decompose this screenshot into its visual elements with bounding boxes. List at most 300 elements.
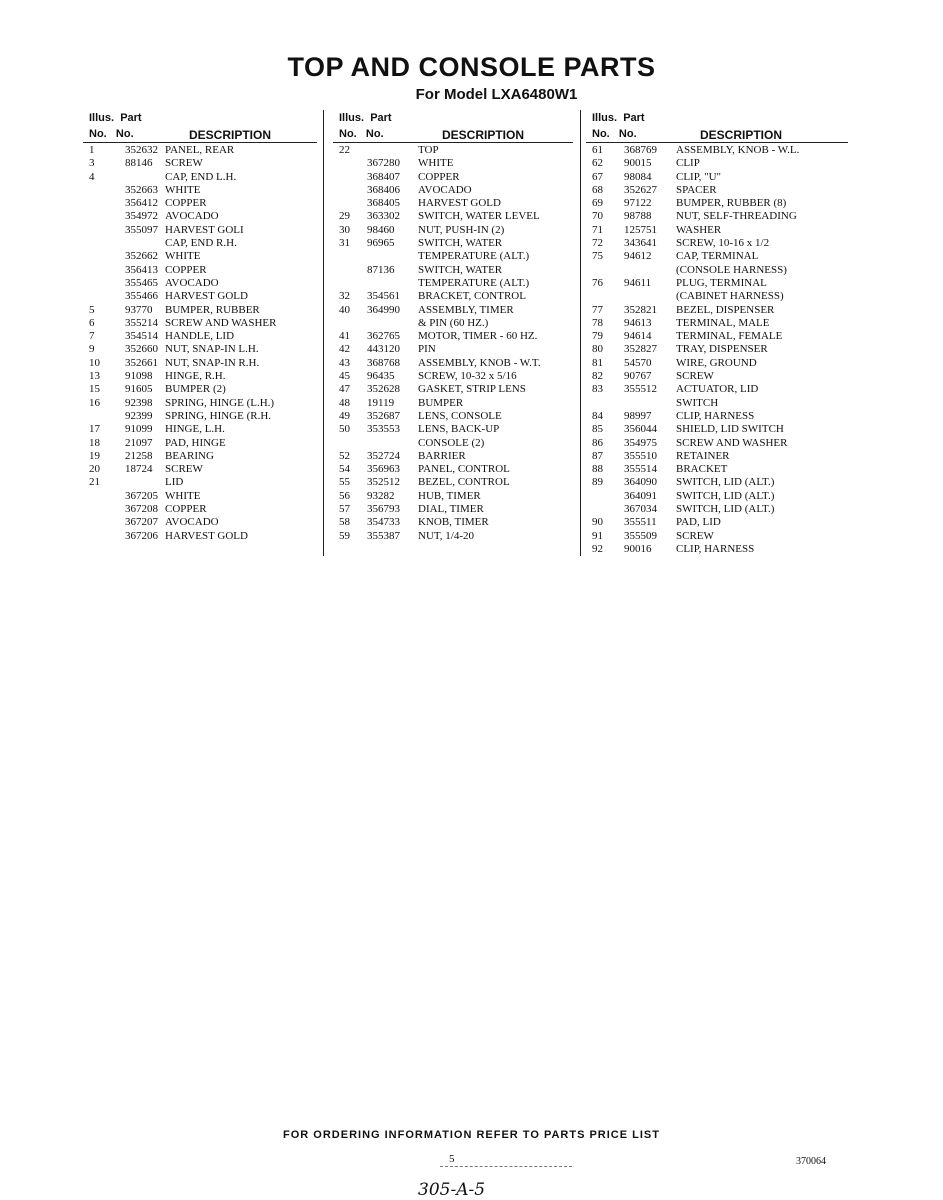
part-description: TERMINAL, MALE xyxy=(676,316,770,329)
column-divider xyxy=(323,110,324,556)
illus-label xyxy=(339,112,392,124)
part-description: BRACKET xyxy=(676,463,728,476)
parts-row xyxy=(333,197,573,210)
part-number: 352661 xyxy=(125,356,158,369)
parts-row xyxy=(586,317,848,330)
column-divider xyxy=(580,110,581,556)
parts-row xyxy=(83,330,317,343)
illus-number: 19 xyxy=(89,449,100,462)
part-description: SCREW, 10-16 x 1/2 xyxy=(676,237,770,250)
part-number: 54570 xyxy=(624,356,652,369)
illus-number: 49 xyxy=(339,409,350,422)
illus-number: 89 xyxy=(592,476,603,489)
part-number: 367280 xyxy=(367,157,400,170)
parts-row xyxy=(333,224,573,237)
part-description: SCREW xyxy=(676,529,714,542)
part-description: ASSEMBLY, KNOB - W.L. xyxy=(676,144,800,156)
part-number: 91605 xyxy=(125,383,153,396)
parts-row xyxy=(586,330,848,343)
illus-word: Illus. xyxy=(592,112,618,124)
part-number: 363302 xyxy=(367,210,400,223)
part-description: LID xyxy=(165,476,184,489)
part-description: BUMPER, RUBBER (8) xyxy=(676,197,787,210)
part-number: 367207 xyxy=(125,516,158,529)
parts-row xyxy=(333,503,573,516)
part-number: 362765 xyxy=(367,330,400,343)
illus-number: 91 xyxy=(592,529,603,542)
part-description: KNOB, TIMER xyxy=(418,516,489,529)
part-number: 90016 xyxy=(624,542,652,555)
illus-number: 59 xyxy=(339,529,350,542)
parts-row xyxy=(83,317,317,330)
parts-row xyxy=(83,397,317,410)
handwritten-note: 305-A-5 xyxy=(418,1180,486,1200)
part-description: ASSEMBLY, TIMER xyxy=(418,303,514,316)
illus-number: 40 xyxy=(339,303,350,316)
parts-row xyxy=(586,171,848,184)
illus-number: 29 xyxy=(339,210,350,223)
part-number: 96965 xyxy=(367,237,395,250)
part-description: NUT, PUSH-IN (2) xyxy=(418,223,505,236)
parts-row xyxy=(83,290,317,303)
parts-row xyxy=(586,304,848,317)
parts-row xyxy=(83,171,317,184)
parts-row xyxy=(83,410,317,423)
part-number: 367206 xyxy=(125,529,158,542)
parts-row xyxy=(333,264,573,277)
part-number: 443120 xyxy=(367,343,400,356)
part-description: HINGE, R.H. xyxy=(165,370,226,383)
part-description: MOTOR, TIMER - 60 HZ. xyxy=(418,330,538,343)
illus-number: 52 xyxy=(339,449,350,462)
parts-row xyxy=(333,516,573,529)
illus-number: 43 xyxy=(339,356,350,369)
parts-row xyxy=(83,423,317,436)
illus-label xyxy=(89,112,142,124)
parts-row xyxy=(586,370,848,383)
description-header: DESCRIPTION xyxy=(442,128,525,142)
part-number: 352663 xyxy=(125,183,158,196)
illus-number: 50 xyxy=(339,423,350,436)
part-number: 98788 xyxy=(624,210,652,223)
illus-number: 86 xyxy=(592,436,603,449)
part-description: HINGE, L.H. xyxy=(165,423,225,436)
part-number: 352827 xyxy=(624,343,657,356)
part-number: 354972 xyxy=(125,210,158,223)
part-description: HARVEST GOLI xyxy=(165,223,244,236)
no-label xyxy=(339,128,384,140)
part-number: 87136 xyxy=(367,263,395,276)
parts-row xyxy=(333,410,573,423)
parts-row xyxy=(586,490,848,503)
part-description: SWITCH, WATER xyxy=(418,237,503,250)
illus-number: 48 xyxy=(339,396,350,409)
part-description: WASHER xyxy=(676,223,722,236)
parts-row xyxy=(333,277,573,290)
part-number: 91099 xyxy=(125,423,153,436)
part-description: AVOCADO xyxy=(418,183,472,196)
illus-no-word: No. xyxy=(339,128,357,140)
part-description: SWITCH xyxy=(676,396,719,409)
part-description: CAP, END R.H. xyxy=(165,237,237,250)
part-number: 354733 xyxy=(367,516,400,529)
part-description: BUMPER xyxy=(418,396,464,409)
part-number: 352628 xyxy=(367,383,400,396)
part-description: SCREW xyxy=(165,463,203,476)
parts-row xyxy=(83,370,317,383)
illus-label xyxy=(592,112,645,124)
part-number: 93282 xyxy=(367,489,395,502)
dashed-rule xyxy=(440,1166,572,1167)
part-description: LENS, BACK-UP xyxy=(418,423,500,436)
illus-number: 3 xyxy=(89,157,95,170)
part-number: 356412 xyxy=(125,197,158,210)
part-number: 92399 xyxy=(125,409,153,422)
parts-row xyxy=(83,516,317,529)
illus-number: 56 xyxy=(339,489,350,502)
illus-number: 45 xyxy=(339,370,350,383)
illus-number: 88 xyxy=(592,463,603,476)
part-number: 90767 xyxy=(624,370,652,383)
part-description: PANEL, CONTROL xyxy=(418,463,510,476)
parts-row xyxy=(586,397,848,410)
part-description: PANEL, REAR xyxy=(165,144,235,156)
part-description: ACTUATOR, LID xyxy=(676,383,759,396)
part-number: 98997 xyxy=(624,409,652,422)
ordering-note: FOR ORDERING INFORMATION REFER TO PARTS PRICE LIST xyxy=(283,1129,660,1141)
parts-row xyxy=(333,171,573,184)
parts-row xyxy=(333,383,573,396)
parts-row xyxy=(83,490,317,503)
illus-number: 78 xyxy=(592,316,603,329)
parts-row xyxy=(83,210,317,223)
part-description: BUMPER (2) xyxy=(165,383,226,396)
parts-row xyxy=(83,184,317,197)
part-description: HARVEST GOLD xyxy=(165,529,248,542)
part-description: COPPER xyxy=(165,503,207,516)
parts-row xyxy=(586,450,848,463)
part-description: NUT, SELF-THREADING xyxy=(676,210,797,223)
part-number: 18724 xyxy=(125,463,153,476)
part-number: 94613 xyxy=(624,316,652,329)
parts-row xyxy=(83,197,317,210)
part-number: 364091 xyxy=(624,489,657,502)
illus-number: 81 xyxy=(592,356,603,369)
part-description: & PIN (60 HZ.) xyxy=(418,316,489,329)
parts-row xyxy=(586,237,848,250)
parts-row xyxy=(333,237,573,250)
parts-row xyxy=(586,157,848,170)
part-description: CLIP, HARNESS xyxy=(676,409,755,422)
part-number: 368405 xyxy=(367,197,400,210)
illus-word: Illus. xyxy=(339,112,365,124)
part-description: SWITCH, LID (ALT.) xyxy=(676,489,775,502)
illus-number: 84 xyxy=(592,409,603,422)
illus-number: 18 xyxy=(89,436,100,449)
part-description: CLIP xyxy=(676,157,700,170)
part-number: 343641 xyxy=(624,237,657,250)
parts-row xyxy=(333,476,573,489)
parts-row xyxy=(333,250,573,263)
part-number: 368768 xyxy=(367,356,400,369)
part-number: 352724 xyxy=(367,449,400,462)
column-header xyxy=(586,110,848,144)
part-description: LENS, CONSOLE xyxy=(418,409,502,422)
parts-row xyxy=(333,304,573,317)
description-header: DESCRIPTION xyxy=(700,128,783,142)
illus-number: 5 xyxy=(89,303,95,316)
parts-row xyxy=(333,370,573,383)
illus-number: 47 xyxy=(339,383,350,396)
parts-row xyxy=(586,516,848,529)
part-number: 96435 xyxy=(367,370,395,383)
part-number: 98460 xyxy=(367,223,395,236)
parts-row xyxy=(83,383,317,396)
parts-row xyxy=(586,250,848,263)
part-description: PAD, HINGE xyxy=(165,436,226,449)
part-number: 355511 xyxy=(624,516,657,529)
part-number: 90015 xyxy=(624,157,652,170)
part-number: 355510 xyxy=(624,449,657,462)
part-description: CLIP, "U" xyxy=(676,170,722,183)
parts-row xyxy=(586,530,848,543)
illus-number: 20 xyxy=(89,463,100,476)
part-description: BRACKET, CONTROL xyxy=(418,290,526,303)
parts-row xyxy=(83,304,317,317)
part-number: 352512 xyxy=(367,476,400,489)
part-description: GASKET, STRIP LENS xyxy=(418,383,526,396)
part-number: 354975 xyxy=(624,436,657,449)
part-number: 367205 xyxy=(125,489,158,502)
header-rule xyxy=(83,142,317,143)
illus-number: 85 xyxy=(592,423,603,436)
parts-row xyxy=(83,503,317,516)
part-number: 354561 xyxy=(367,290,400,303)
part-description: HANDLE, LID xyxy=(165,330,235,343)
part-description: AVOCADO xyxy=(165,276,219,289)
parts-row xyxy=(83,264,317,277)
illus-number: 4 xyxy=(89,170,95,183)
part-number: 367208 xyxy=(125,503,158,516)
part-number: 355509 xyxy=(624,529,657,542)
part-description: COPPER xyxy=(165,263,207,276)
part-description: (CONSOLE HARNESS) xyxy=(676,263,787,276)
parts-row xyxy=(333,357,573,370)
part-description: TEMPERATURE (ALT.) xyxy=(418,250,530,263)
parts-row xyxy=(333,450,573,463)
part-description: TERMINAL, FEMALE xyxy=(676,330,783,343)
part-description: SWITCH, WATER LEVEL xyxy=(418,210,540,223)
part-description: BARRIER xyxy=(418,449,466,462)
part-number: 94614 xyxy=(624,330,652,343)
part-description: HUB, TIMER xyxy=(418,489,481,502)
part-description: RETAINER xyxy=(676,449,730,462)
parts-row xyxy=(586,503,848,516)
part-description: SCREW xyxy=(676,370,714,383)
parts-row xyxy=(586,184,848,197)
no-label xyxy=(592,128,637,140)
parts-row xyxy=(83,250,317,263)
part-description: TEMPERATURE (ALT.) xyxy=(418,276,530,289)
parts-row xyxy=(586,277,848,290)
header-rule xyxy=(333,142,573,143)
parts-list xyxy=(83,144,317,543)
part-number: 91098 xyxy=(125,370,153,383)
part-number: 364090 xyxy=(624,476,657,489)
parts-row xyxy=(83,157,317,170)
part-number: 92398 xyxy=(125,396,153,409)
part-description: SWITCH, LID (ALT.) xyxy=(676,476,775,489)
illus-number: 13 xyxy=(89,370,100,383)
part-description: TRAY, DISPENSER xyxy=(676,343,768,356)
illus-no-word: No. xyxy=(89,128,107,140)
illus-number: 61 xyxy=(592,144,603,156)
parts-row xyxy=(83,530,317,543)
illus-number: 32 xyxy=(339,290,350,303)
part-description: WHITE xyxy=(165,250,201,263)
part-number: 88146 xyxy=(125,157,153,170)
part-number: 356963 xyxy=(367,463,400,476)
part-description: HARVEST GOLD xyxy=(165,290,248,303)
document-number: 370064 xyxy=(796,1156,826,1167)
part-description: PIN xyxy=(418,343,436,356)
part-number: 355514 xyxy=(624,463,657,476)
illus-number: 21 xyxy=(89,476,100,489)
illus-number: 83 xyxy=(592,383,603,396)
parts-row xyxy=(586,410,848,423)
part-word: Part xyxy=(120,112,142,124)
parts-row xyxy=(333,290,573,303)
illus-number: 7 xyxy=(89,330,95,343)
part-description: SHIELD, LID SWITCH xyxy=(676,423,784,436)
part-number: 97122 xyxy=(624,197,652,210)
part-word: Part xyxy=(370,112,392,124)
part-description: AVOCADO xyxy=(165,210,219,223)
illus-number: 54 xyxy=(339,463,350,476)
part-description: WHITE xyxy=(165,183,201,196)
part-description: DIAL, TIMER xyxy=(418,503,484,516)
illus-number: 55 xyxy=(339,476,350,489)
part-number: 356413 xyxy=(125,263,158,276)
illus-number: 90 xyxy=(592,516,603,529)
parts-row xyxy=(333,343,573,356)
part-description: NUT, SNAP-IN L.H. xyxy=(165,343,259,356)
parts-row xyxy=(333,423,573,436)
part-description: NUT, 1/4-20 xyxy=(418,529,475,542)
illus-number: 92 xyxy=(592,542,603,555)
part-description: WHITE xyxy=(165,489,201,502)
part-description: WHITE xyxy=(418,157,454,170)
parts-row xyxy=(83,144,317,157)
part-number: 21097 xyxy=(125,436,153,449)
parts-row xyxy=(586,264,848,277)
part-description: AVOCADO xyxy=(165,516,219,529)
description-header: DESCRIPTION xyxy=(189,128,272,142)
parts-row xyxy=(586,343,848,356)
part-description: NUT, SNAP-IN R.H. xyxy=(165,356,260,369)
part-description: BUMPER, RUBBER xyxy=(165,303,260,316)
part-word: Part xyxy=(623,112,645,124)
part-number: 356793 xyxy=(367,503,400,516)
parts-row xyxy=(586,476,848,489)
parts-row xyxy=(83,343,317,356)
parts-row xyxy=(83,277,317,290)
part-number: 353553 xyxy=(367,423,400,436)
part-description: CLIP, HARNESS xyxy=(676,542,755,555)
parts-list xyxy=(586,144,848,556)
no-label xyxy=(89,128,134,140)
illus-number: 76 xyxy=(592,276,603,289)
parts-row xyxy=(83,357,317,370)
part-number: 19119 xyxy=(367,396,395,409)
parts-row xyxy=(586,543,848,556)
parts-row xyxy=(586,423,848,436)
part-number: 125751 xyxy=(624,223,657,236)
parts-row xyxy=(586,463,848,476)
part-number: 352660 xyxy=(125,343,158,356)
part-number: 352687 xyxy=(367,409,400,422)
illus-number: 9 xyxy=(89,343,95,356)
part-number: 368769 xyxy=(624,144,657,156)
parts-row xyxy=(333,184,573,197)
part-description: SPACER xyxy=(676,183,717,196)
model-subtitle: For Model LXA6480W1 xyxy=(415,86,578,103)
part-number: 355465 xyxy=(125,276,158,289)
illus-word: Illus. xyxy=(89,112,115,124)
part-description: ASSEMBLY, KNOB - W.T. xyxy=(418,356,541,369)
parts-row xyxy=(333,157,573,170)
page-number: 5 xyxy=(449,1153,455,1165)
part-description: CAP, TERMINAL xyxy=(676,250,759,263)
part-number: 355466 xyxy=(125,290,158,303)
illus-number: 31 xyxy=(339,237,350,250)
illus-number: 62 xyxy=(592,157,603,170)
part-number: 98084 xyxy=(624,170,652,183)
parts-list xyxy=(333,144,573,543)
parts-row xyxy=(83,463,317,476)
part-number: 93770 xyxy=(125,303,153,316)
illus-number: 77 xyxy=(592,303,603,316)
illus-number: 17 xyxy=(89,423,100,436)
part-number: 354514 xyxy=(125,330,158,343)
parts-row xyxy=(333,463,573,476)
parts-row xyxy=(333,437,573,450)
parts-column-3 xyxy=(586,110,848,556)
parts-row xyxy=(586,383,848,396)
part-description: CONSOLE (2) xyxy=(418,436,485,449)
illus-number: 30 xyxy=(339,223,350,236)
part-description: COPPER xyxy=(418,170,460,183)
part-number: 367034 xyxy=(624,503,657,516)
illus-number: 87 xyxy=(592,449,603,462)
part-no-word: No. xyxy=(115,128,134,140)
part-number: 352662 xyxy=(125,250,158,263)
illus-number: 68 xyxy=(592,183,603,196)
header-rule xyxy=(586,142,848,143)
part-number: 364990 xyxy=(367,303,400,316)
part-number: 355214 xyxy=(125,316,158,329)
part-description: WIRE, GROUND xyxy=(676,356,757,369)
part-description: SCREW AND WASHER xyxy=(676,436,788,449)
part-description: TOP xyxy=(418,144,439,156)
illus-number: 57 xyxy=(339,503,350,516)
part-number: 368407 xyxy=(367,170,400,183)
illus-number: 58 xyxy=(339,516,350,529)
part-number: 21258 xyxy=(125,449,153,462)
parts-row xyxy=(83,437,317,450)
illus-number: 6 xyxy=(89,316,95,329)
part-number: 94611 xyxy=(624,276,652,289)
